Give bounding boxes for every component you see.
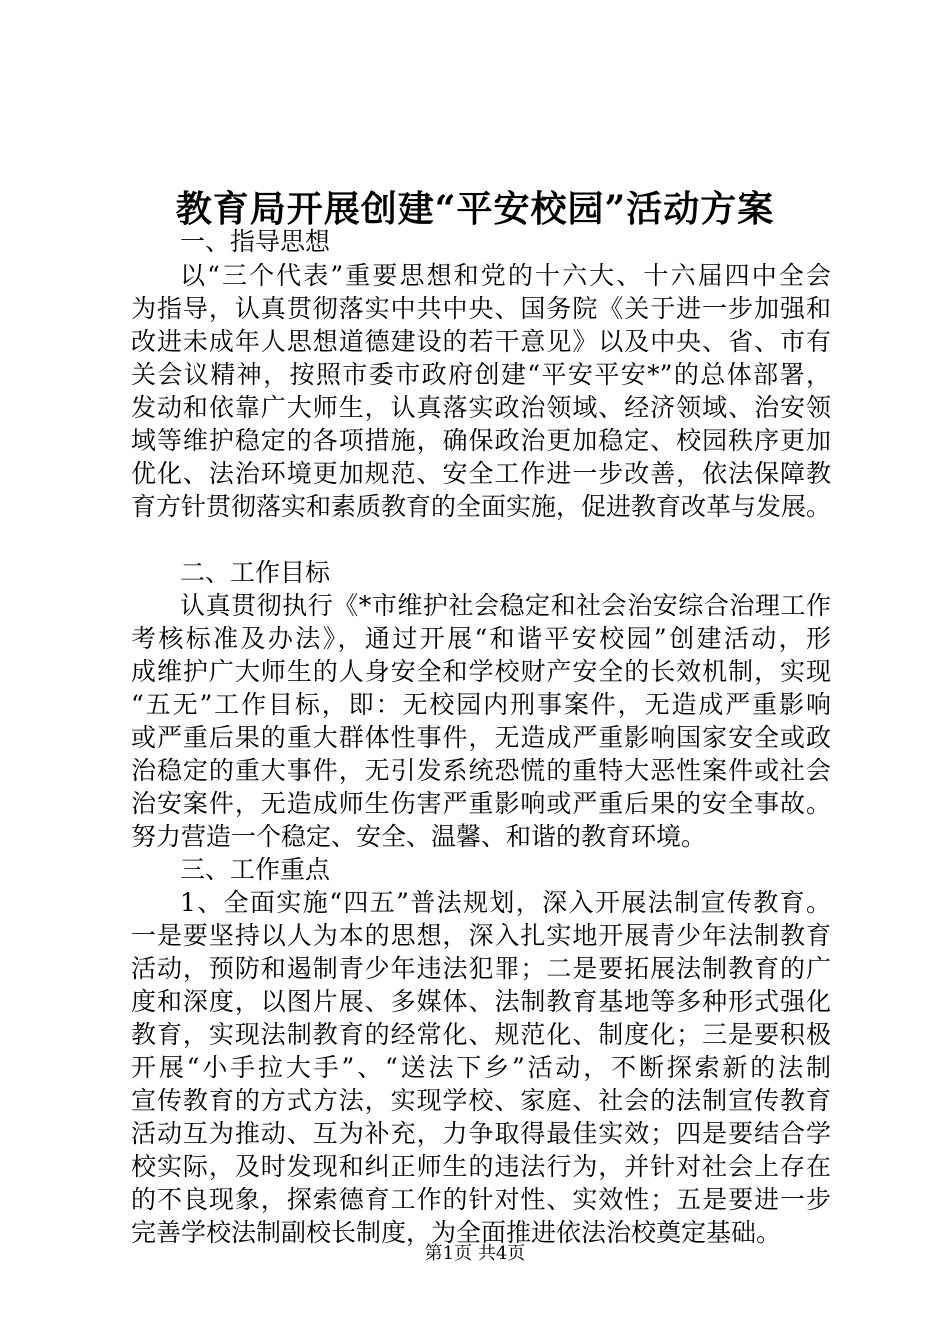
paragraph-line: 成维护广大师生的人身安全和学校财产安全的长效机制，实现: [131, 657, 831, 686]
section-heading: 三、工作重点: [180, 855, 331, 884]
section-heading: 一、指导思想: [180, 227, 331, 256]
paragraph-line: 或严重后果的重大群体性事件，无造成严重影响国家安全或政: [131, 723, 831, 752]
paragraph-line: 为指导，认真贯彻落实中共中央、国务院《关于进一步加强和: [131, 294, 831, 323]
paragraph-line: 1、全面实施“四五”普法规划，深入开展法制宣传教育。: [180, 888, 831, 917]
paragraph-line: 度和深度，以图片展、多媒体、法制教育基地等多种形式强化: [131, 987, 831, 1016]
paragraph-line: 的不良现象，探索德育工作的针对性、实效性；五是要进一步: [131, 1185, 831, 1214]
paragraph-line: 育方针贯彻落实和素质教育的全面实施，促进教育改革与发展。: [131, 492, 832, 521]
paragraph-line: 发动和依靠广大师生，认真落实政治领域、经济领域、治安领: [131, 393, 831, 422]
paragraph-line: 活动，预防和遏制青少年违法犯罪；二是要拓展法制教育的广: [131, 954, 831, 983]
paragraph-line: 开展“小手拉大手”、“送法下乡”活动，不断探索新的法制: [131, 1053, 831, 1082]
paragraph-line: 活动互为推动、互为补充，力争取得最佳实效；四是要结合学: [131, 1119, 831, 1148]
paragraph-line: 治安案件，无造成师生伤害严重影响或严重后果的安全事故。: [131, 789, 831, 818]
paragraph-line: 治稳定的重大事件，无引发系统恐慌的重特大恶性案件或社会: [131, 756, 831, 785]
paragraph-line: 考核标准及办法》，通过开展“和谐平安校园”创建活动，形: [131, 624, 831, 653]
document-title: 教育局开展创建“平安校园”活动方案: [175, 188, 775, 230]
paragraph-line: 改进未成年人思想道德建设的若干意见》以及中央、省、市有: [131, 327, 831, 356]
section-heading: 二、工作目标: [180, 558, 331, 587]
paragraph-line: 关会议精神，按照市委市政府创建“平安平安*”的总体部署，: [131, 360, 831, 389]
paragraph-line: 域等维护稳定的各项措施，确保政治更加稳定、校园秩序更加: [131, 426, 831, 455]
paragraph-line: 宣传教育的方式方法，实现学校、家庭、社会的法制宣传教育: [131, 1086, 831, 1115]
paragraph-line: 一是要坚持以人为本的思想，深入扎实地开展青少年法制教育: [131, 921, 831, 950]
paragraph-line: 完善学校法制副校长制度，为全面推进依法治校奠定基础。: [131, 1218, 782, 1247]
paragraph-line: 校实际，及时发现和纠正师生的违法行为，并针对社会上存在: [131, 1152, 831, 1181]
paragraph-line: 认真贯彻执行《*市维护社会稳定和社会治安综合治理工作: [180, 591, 831, 620]
paragraph-line: 优化、法治环境更加规范、安全工作进一步改善，依法保障教: [131, 459, 831, 488]
paragraph-line: 努力营造一个稳定、安全、温馨、和谐的教育环境。: [131, 822, 707, 851]
paragraph-line: 以“三个代表”重要思想和党的十六大、十六届四中全会: [180, 261, 831, 290]
paragraph-line: 教育，实现法制教育的经常化、规范化、制度化；三是要积极: [131, 1020, 831, 1049]
paragraph-line: “五无”工作目标，即：无校园内刑事案件，无造成严重影响: [131, 690, 831, 719]
page-footer: 第1页 共4页: [424, 1243, 526, 1264]
